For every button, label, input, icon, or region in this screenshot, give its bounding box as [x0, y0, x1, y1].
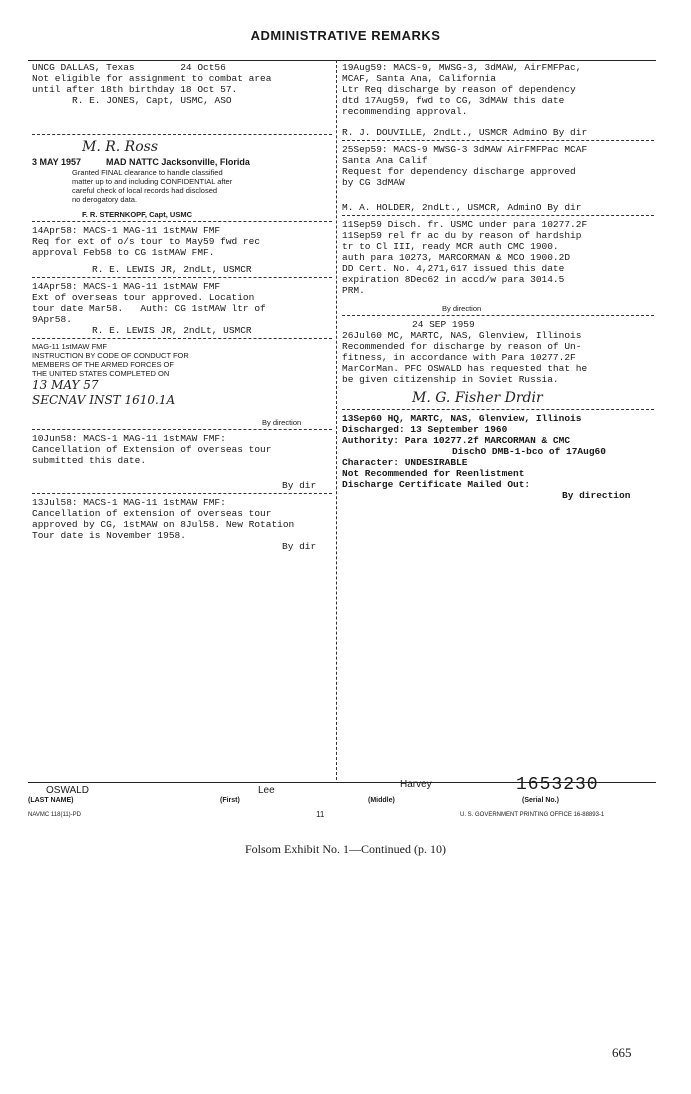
remark-line: Ext of overseas tour approved. Location [32, 292, 255, 303]
signature-block: R. E. LEWIS JR, 2ndLt, USMCR [92, 325, 252, 336]
remark-line: dtd 17Aug59, fwd to CG, 3dMAW this date [342, 95, 565, 106]
stamp-date: 24 SEP 1959 [412, 319, 475, 330]
remark-line: approval Feb58 to CG 1stMAW FMF. [32, 247, 215, 258]
remark-entry-cancellation-approved [32, 497, 332, 552]
form-page-mark: 11 [316, 810, 325, 819]
stamp-line: 3 MAY 1957 MAD NATTC Jacksonville, Florida [32, 157, 250, 167]
remark-entry-code-of-conduct [32, 342, 332, 427]
signature-block: R. E. LEWIS JR, 2ndLt, USMCR [92, 264, 252, 275]
remark-entry-release-hardship [342, 219, 654, 313]
remark-line: Ltr Req discharge by reason of dependency [342, 84, 576, 95]
remark-line: Discharge Certificate Mailed Out: [342, 479, 531, 490]
serial-number-value: 1653230 [516, 775, 599, 795]
signature-block: F. R. STERNKOPF, Capt, USMC [82, 210, 193, 219]
remark-entry-unfitness [342, 319, 654, 407]
remark-line: be given citizenship in Soviet Russia. [342, 374, 559, 385]
stamp-line: Granted FINAL clearance to handle classified [72, 168, 223, 177]
last-name-value: OSWALD [46, 785, 89, 796]
remark-line: Not eligible for assignment to combat area [32, 73, 272, 84]
remark-line: expiration 8Dec62 in accd/w para 3014.5 [342, 274, 565, 285]
remark-line: MCAF, Santa Ana, California [342, 73, 496, 84]
entry-separator [32, 277, 332, 278]
entry-separator [342, 215, 654, 216]
signature-block: By direction [442, 304, 482, 313]
stamp-line: MEMBERS OF THE ARMED FORCES OF [32, 360, 174, 369]
first-name-label: (First) [220, 797, 240, 804]
middle-name-value: Harvey [400, 779, 432, 790]
form-top-rule [28, 60, 656, 61]
entry-separator [32, 134, 332, 135]
stamp-line: INSTRUCTION BY CODE OF CONDUCT FOR [32, 351, 189, 360]
signature-scrawl-space [32, 108, 332, 132]
entry-separator [342, 409, 654, 410]
handwritten-instruction: SECNAV INST 1610.1A [32, 393, 176, 407]
remark-line: until after 18th birthday 18 Oct 57. [32, 84, 238, 95]
remark-line: 14Apr58: MACS-1 MAG-11 1stMAW FMF [32, 281, 221, 292]
remark-line: 11Sep59 rel fr ac du by reason of hardship [342, 230, 582, 241]
left-remarks-column [32, 62, 332, 554]
remark-line: Not Recommended for Reenlistment [342, 468, 525, 479]
serial-number-label: (Serial No.) [522, 797, 559, 804]
entry-separator [32, 221, 332, 222]
signature-block: By direction [562, 490, 631, 501]
middle-name-label: (Middle) [368, 797, 395, 804]
exhibit-caption: Folsom Exhibit No. 1—Continued (p. 10) [245, 842, 446, 856]
entry-separator [342, 315, 654, 316]
signature-block: R. J. DOUVILLE, 2ndLt., USMCR AdminO By dir [342, 127, 588, 138]
remark-entry-combat-eligibility [32, 62, 332, 106]
form-number: NAVMC 118(11)-PD [28, 812, 82, 818]
remark-line: 14Apr58: MACS-1 MAG-11 1stMAW FMF [32, 225, 221, 236]
remark-line: UNCG DALLAS, Texas 24 Oct56 [32, 62, 226, 73]
stamp-line: THE UNITED STATES COMPLETED ON [32, 369, 170, 378]
remark-line: recommending approval. [342, 106, 468, 117]
handwritten-signature: M. G. Fisher Drdir [412, 390, 543, 406]
remark-line: Discharged: 13 September 1960 [342, 424, 508, 435]
remark-entry-discharge [342, 413, 654, 501]
entry-separator [342, 140, 654, 141]
entry-separator [32, 429, 332, 430]
right-remarks-column [342, 62, 654, 503]
remark-line: tr to Cl III, ready MCR auth CMC 1900. [342, 241, 559, 252]
remark-entry-dependency-approved [342, 144, 654, 213]
remark-line: Authority: Para 10277.2f MARCORMAN & CMC [342, 435, 571, 446]
remark-line: DischO DMB-1-bco of 17Aug60 [452, 446, 606, 457]
remark-line: Req for ext of o/s tour to May59 fwd rec [32, 236, 261, 247]
remark-line: Cancellation of extension of overseas tour [32, 508, 272, 519]
printing-office-line: U. S. GOVERNMENT PRINTING OFFICE 16-88893-1 [460, 812, 605, 818]
stamp-line: matter up to and including CONFIDENTIAL after [72, 177, 233, 186]
remark-line: Santa Ana Calif [342, 155, 428, 166]
remark-line: 10Jun58: MACS-1 MAG-11 1stMAW FMF: [32, 433, 226, 444]
remark-entry-tour-extension-request [32, 225, 332, 275]
signature-block: By dir [282, 480, 317, 491]
remark-line: MarCorMan. PFC OSWALD has requested that he [342, 363, 588, 374]
remark-line: by CG 3dMAW [342, 177, 405, 188]
handwritten-signature: M. R. Ross [82, 139, 159, 155]
remark-line: submitted this date. [32, 455, 147, 466]
remark-line: PRM. [342, 285, 365, 296]
remark-entry-tour-extension-approved [32, 281, 332, 336]
column-divider [336, 60, 337, 780]
remark-line: approved by CG, 1stMAW on 8Jul58. New Rotation [32, 519, 295, 530]
remark-line: 11Sep59 Disch. fr. USMC under para 10277.2F [342, 219, 588, 230]
page-title: ADMINISTRATIVE REMARKS [250, 28, 441, 43]
remark-line: 26Jul60 MC, MARTC, NAS, Glenview, Illinois [342, 330, 582, 341]
last-name-label: (LAST NAME) [28, 797, 74, 804]
remark-line: 25Sep59: MACS-9 MWSG-3 3dMAW AirFMFPac MCAF [342, 144, 588, 155]
remark-line: tour date Mar58. Auth: CG 1stMAW ltr of [32, 303, 266, 314]
remark-line: 13Jul58: MACS-1 MAG-11 1stMAW FMF: [32, 497, 226, 508]
remark-line: 13Sep60 HQ, MARTC, NAS, Glenview, Illinois [342, 413, 582, 424]
remarks-form [28, 60, 656, 780]
signature-block: By dir [282, 541, 317, 552]
remark-line: Request for dependency discharge approved [342, 166, 576, 177]
remark-line: auth para 10273, MARCORMAN & MCO 1900.2D [342, 252, 571, 263]
remark-line: 19Aug59: MACS-9, MWSG-3, 3dMAW, AirFMFPac, [342, 62, 582, 73]
first-name-value: Lee [258, 785, 275, 796]
signature-block: R. E. JONES, Capt, USMC, ASO [72, 95, 232, 106]
entry-separator [32, 493, 332, 494]
signature-block: M. A. HOLDER, 2ndLt., USMCR, AdminO By dir [342, 202, 582, 213]
remark-line: fitness, in accordance with Para 10277.2F [342, 352, 576, 363]
remark-line: 9Apr58. [32, 314, 72, 325]
stamp-line: careful check of local records had disclosed [72, 186, 218, 195]
remark-line: DD Cert. No. 4,271,617 issued this date [342, 263, 565, 274]
remark-line: Character: UNDESIRABLE [342, 457, 468, 468]
remark-entry-dependency-request [342, 62, 654, 138]
stamp-line: MAG-11 1stMAW FMF [32, 342, 107, 351]
remark-entry-cancellation-submitted [32, 433, 332, 491]
remark-line: Recommended for discharge by reason of Un- [342, 341, 582, 352]
remark-entry-clearance [32, 138, 332, 219]
page-number: 665 [612, 1045, 632, 1060]
remark-line: Tour date is November 1958. [32, 530, 186, 541]
handwritten-date: 13 MAY 57 [32, 378, 99, 392]
entry-separator [32, 338, 332, 339]
stamp-line: no derogatory data. [72, 195, 138, 204]
remark-line: Cancellation of Extension of overseas tour [32, 444, 272, 455]
signature-block: By direction [262, 418, 302, 427]
